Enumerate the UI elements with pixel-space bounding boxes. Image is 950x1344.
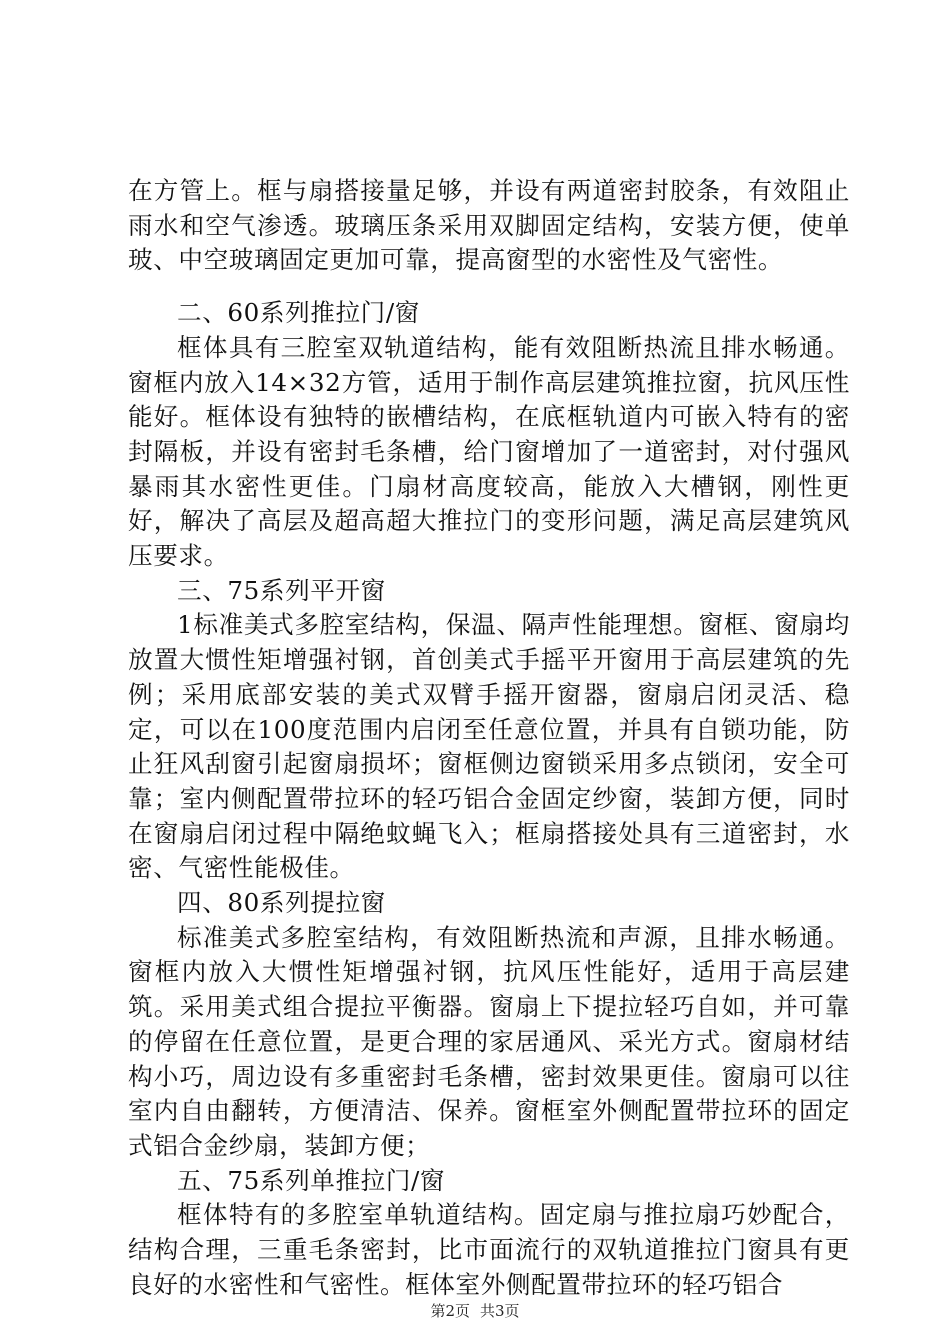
paragraph-75-casement: 1标准美式多腔室结构，保温、隔声性能理想。窗框、窗扇均放置大惯性矩增强衬钢，首创美式手摇平开窗用于高层建筑的先例；采用底部安装的美式双臂手摇开窗器，窗扇启闭灵活、稳定，可以在100度范围内启闭至任意位置，并具有自锁功能，防止狂风刮窗引起窗扇损坏；窗框侧边窗锁采用多点锁闭，安全可靠；室内侧配置带拉环的轻巧铝合金固定纱窗，装卸方便，同时在窗扇启闭过程中隔绝蚊蝇飞入；框扇搭接处具有三道密封，水密、气密性能极佳。 — [128, 610, 850, 883]
section-heading-60-series: 二、60系列推拉门/窗 — [177, 298, 420, 328]
document-body — [128, 174, 850, 1303]
section-heading-75-casement: 三、75系列平开窗 — [177, 575, 386, 605]
section-heading-75-sliding: 五、75系列单推拉门/窗 — [177, 1165, 446, 1195]
page-number: 第2页 — [430, 1302, 470, 1320]
section-heading-80-series: 四、80系列提拉窗 — [177, 888, 386, 918]
page-total: 共3页 — [480, 1302, 520, 1320]
paragraph-80-series: 标准美式多腔室结构，有效阻断热流和声源，且排水畅通。窗框内放入大惯性矩增强衬钢，抗风压性能好，适用于高层建筑。采用美式组合提拉平衡器。窗扇上下提拉轻巧自如，并可靠的停留在任意位置，是更合理的家居通风、采光方式。窗扇材结构小巧，周边设有多重密封毛条槽，密封效果更佳。窗扇可以往室内自由翻转，方便清洁、保养。窗框室外侧配置带拉环的固定式铝合金纱扇，装卸方便； — [128, 922, 850, 1160]
page-footer — [0, 1300, 950, 1321]
paragraph-75-sliding: 框体特有的多腔室单轨道结构。固定扇与推拉扇巧妙配合，结构合理，三重毛条密封，比市面流行的双轨道推拉门窗具有更良好的水密性和气密性。框体室外侧配置带拉环的轻巧铝合 — [128, 1200, 850, 1299]
paragraph-continuation: 在方管上。框与扇搭接量足够，并设有两道密封胶条，有效阻止雨水和空气渗透。玻璃压条采用双脚固定结构，安装方便，使单玻、中空玻璃固定更加可靠，提高窗型的水密性及气密性。 — [128, 176, 850, 275]
paragraph-60-series: 框体具有三腔室双轨道结构，能有效阻断热流且排水畅通。窗框内放入14×32方管，适用于制作高层建筑推拉窗，抗风压性能好。框体设有独特的嵌槽结构，在底框轨道内可嵌入特有的密封隔板，并设有密封毛条槽，给门窗增加了一道密封，对付强风暴雨其水密性更佳。门扇材高度较高，能放入大槽钢，刚性更好，解决了高层及超高超大推拉门的变形问题，满足高层建筑风压要求。 — [128, 332, 850, 571]
